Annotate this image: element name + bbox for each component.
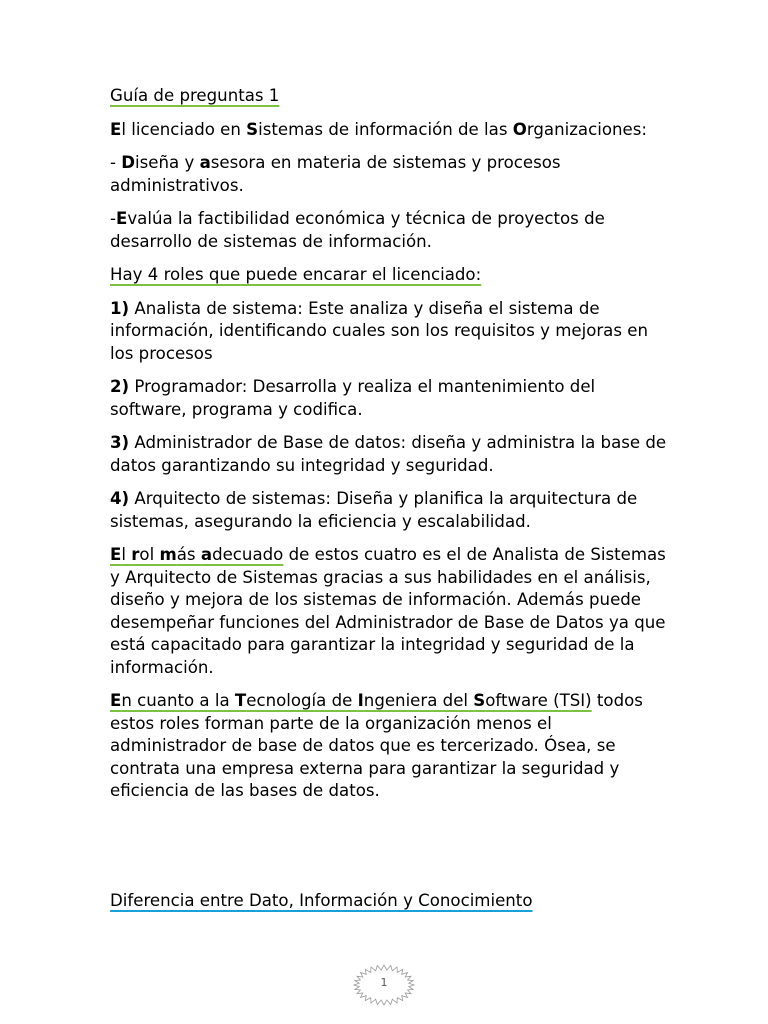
bold-initial: T (234, 691, 247, 710)
role-item-4 (110, 488, 670, 533)
bold-initial: E (110, 545, 122, 564)
role-number: 1) (110, 298, 130, 318)
intro-paragraph: El licenciado en Sistemas de información de las Organizaciones: (110, 119, 647, 139)
role-item-1 (110, 298, 670, 366)
bold-initial: a (200, 545, 213, 564)
role-number: 3) (110, 433, 130, 452)
bold-initial: E (110, 691, 122, 710)
bold-initial: E (116, 209, 128, 228)
role-text: Arquitecto de sistemas: Diseña y planifica la arquitectura de sistemas, asegurando la eficiencia y escalabilidad. (110, 489, 638, 531)
bold-initial: a (199, 153, 211, 172)
role-item-2 (110, 376, 670, 421)
bold-initial: S (246, 119, 259, 139)
bold-initial: D (121, 153, 136, 172)
rol-adecuado-paragraph: El rol más adecuado de estos cuatro es el de Analista de Sistemas y Arquitecto de Sistemas gracias a sus habilidades en el análisis, diseño y mejora de los sistemas de información. Además puede desempeñar funciones del Administrador de Base de Datos ya que está capacitado para garantizar la integridad y seguridad de la información. (110, 545, 666, 677)
role-text: Programador: Desarrolla y realiza el mantenimiento del software, programa y codifica. (110, 377, 596, 419)
bold-initial: I (357, 691, 364, 710)
roles-heading: Hay 4 roles que puede encarar el licenciado: (110, 265, 482, 284)
rol-adecuado-heading: El rol más adecuado (110, 545, 284, 564)
role-text: Analista de sistema: Este analiza y diseña el sistema de información, identificando cuales son los requisitos y mejoras en los procesos (110, 298, 648, 363)
role-text: Administrador de Base de datos: diseña y administra la base de datos garantizando su integridad y seguridad. (110, 433, 667, 475)
page-number: 1 (380, 976, 388, 989)
tsi-heading: En cuanto a la Tecnología de Ingeniera del Software (TSI) (110, 691, 592, 710)
role-item-3 (110, 432, 670, 477)
bold-initial: r (131, 545, 140, 564)
page-number-badge (352, 963, 416, 1007)
role-number: 4) (110, 489, 130, 508)
bold-initial: O (512, 119, 527, 139)
bullet-disena: - Diseña y asesora en materia de sistemas y procesos administrativos. (110, 153, 561, 195)
role-number: 2) (110, 377, 130, 396)
bullet-evalua: -Evalúa la factibilidad económica y técnica de proyectos de desarrollo de sistemas de información. (110, 209, 605, 251)
tsi-paragraph: En cuanto a la Tecnología de Ingeniera del Software (TSI) todos estos roles forman parte de la organización menos el administrador de base de datos que es tercerizado. Ósea, se contrata una empresa externa para garantizar la seguridad y eficiencia de las bases de datos. (110, 691, 643, 800)
document-title: Guía de preguntas 1 (110, 86, 280, 105)
document-body (110, 85, 670, 814)
diferencia-heading: Diferencia entre Dato, Información y Conocimiento (110, 891, 533, 910)
bold-initial: E (110, 119, 122, 139)
bold-initial: S (473, 691, 486, 710)
bold-initial: m (159, 545, 177, 564)
